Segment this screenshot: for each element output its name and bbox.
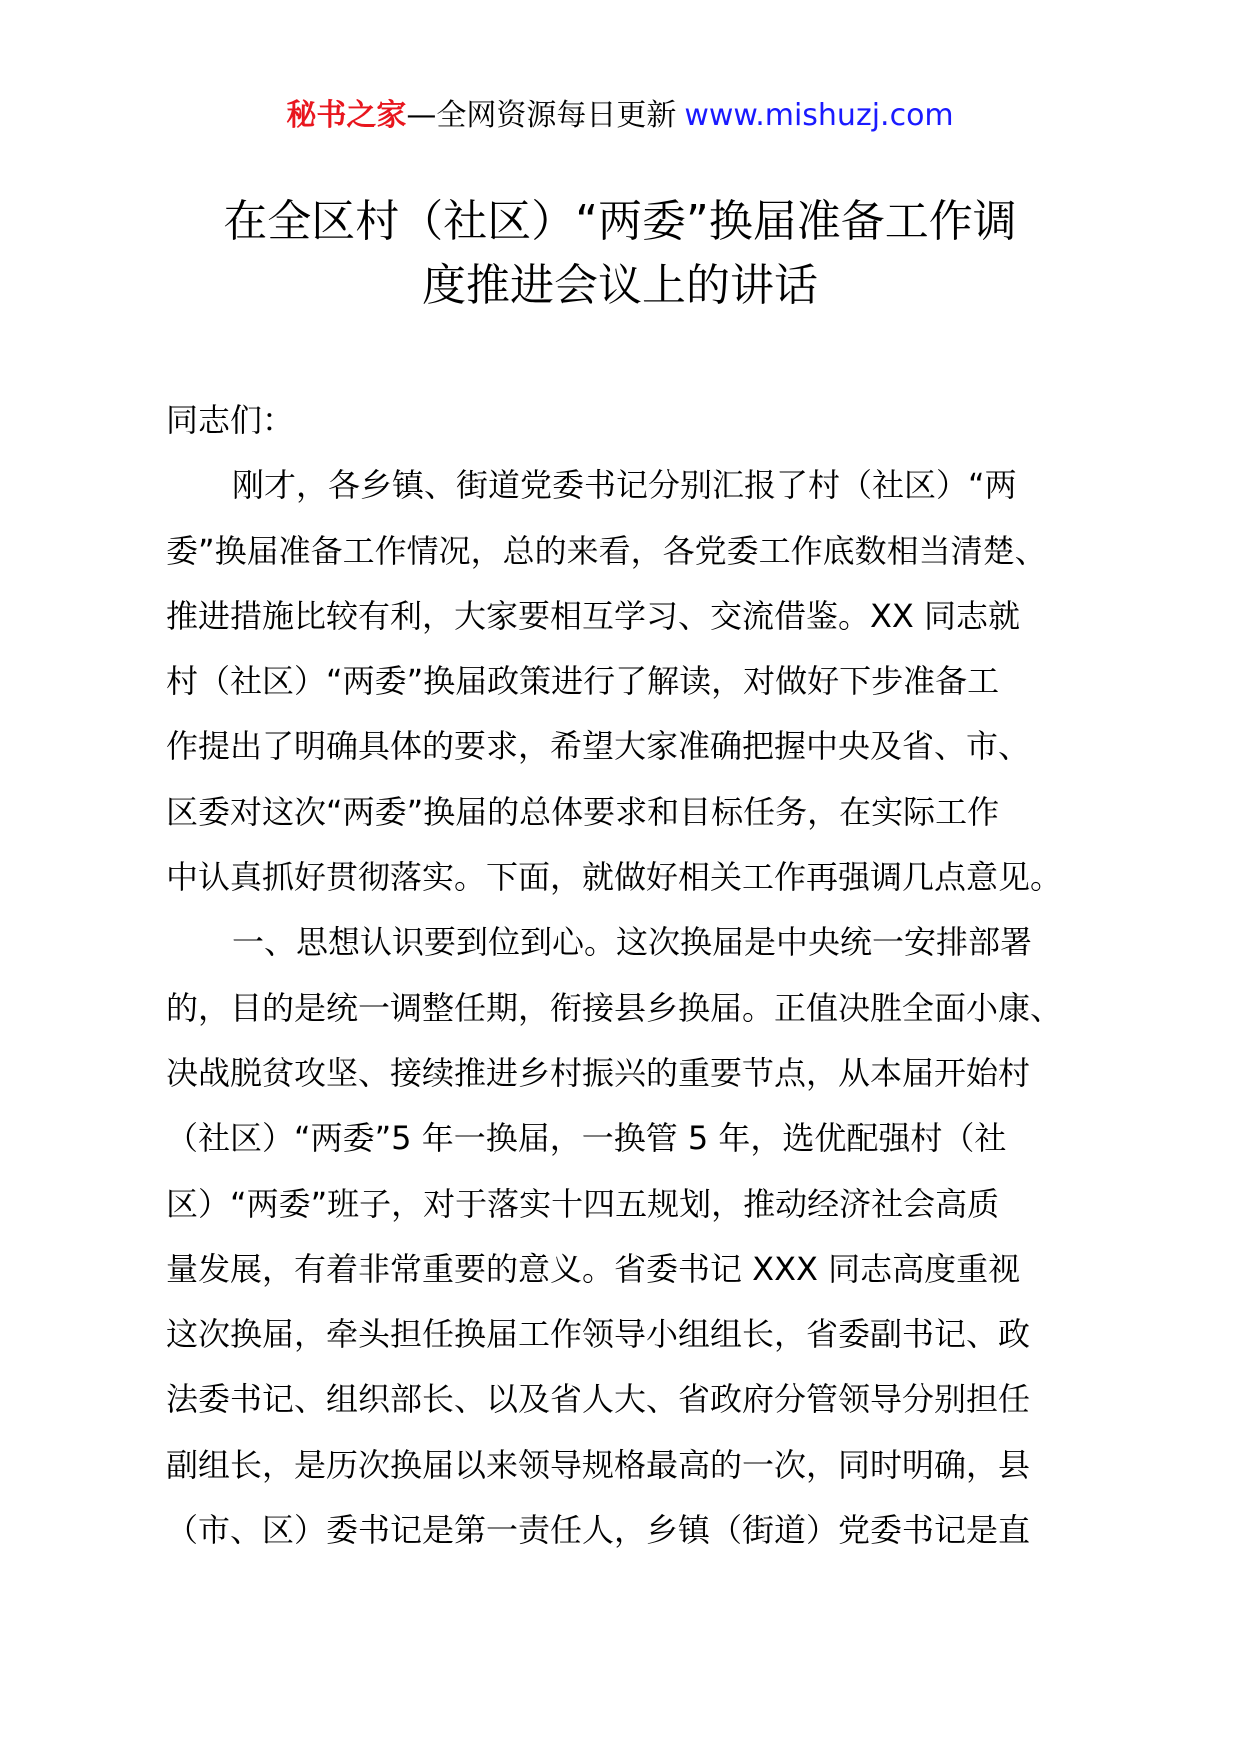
paragraph-line: 作提出了明确具体的要求，希望大家准确把握中央及省、市、 bbox=[166, 727, 1031, 766]
paragraph-line: 委”换届准备工作情况，总的来看，各党委工作底数相当清楚、 bbox=[166, 531, 1047, 570]
paragraph-line: 村（社区）“两委”换届政策进行了解读，对做好下步准备工 bbox=[166, 662, 1000, 701]
paragraph-line: 量发展，有着非常重要的意义。省委书记 XXX 同志高度重视 bbox=[166, 1249, 1021, 1288]
paragraph-line: 副组长，是历次换届以来领导规格最高的一次，同时明确，县 bbox=[166, 1445, 1031, 1484]
site-url: www.mishuzj.com bbox=[684, 98, 954, 133]
paragraph-line: 推进措施比较有利，大家要相互学习、交流借鉴。XX 同志就 bbox=[166, 596, 1021, 635]
document-title bbox=[150, 190, 1090, 318]
paragraph-line: 这次换届，牵头担任换届工作领导小组组长，省委副书记、政 bbox=[166, 1315, 1031, 1354]
title-line: 在全区村（社区）“两委”换届准备工作调 bbox=[223, 196, 1017, 247]
section-heading-line: 一、思想认识要到位到心。这次换届是中央统一安排部署 bbox=[232, 923, 1033, 962]
paragraph-line: 刚才，各乡镇、街道党委书记分别汇报了村（社区）“两 bbox=[232, 466, 1017, 505]
brand-name: 秘书之家 bbox=[286, 98, 407, 133]
paragraph-line: 区）“两委”班子，对于落实十四五规划，推动经济社会高质 bbox=[166, 1184, 1000, 1223]
paragraph-line: 的，目的是统一调整任期，衔接县乡换届。正值决胜全面小康、 bbox=[166, 988, 1063, 1027]
salutation-line: 同志们： bbox=[166, 401, 295, 439]
paragraph-line: （市、区）委书记是第一责任人，乡镇（街道）党委书记是直 bbox=[166, 1511, 1031, 1550]
paragraph-line: 决战脱贫攻坚、接续推进乡村振兴的重要节点，从本届开始村 bbox=[166, 1053, 1031, 1092]
site-watermark-header bbox=[0, 96, 1240, 136]
brand-tagline: —全网资源每日更新 bbox=[406, 98, 677, 133]
document-body bbox=[166, 388, 1096, 1563]
paragraph-line: 区委对这次“两委”换届的总体要求和目标任务，在实际工作 bbox=[166, 792, 1000, 831]
title-line: 度推进会议上的讲话 bbox=[422, 260, 818, 311]
paragraph-line: 中认真抓好贯彻落实。下面，就做好相关工作再强调几点意见。 bbox=[166, 858, 1063, 897]
paragraph-line: 法委书记、组织部长、以及省人大、省政府分管领导分别担任 bbox=[166, 1380, 1031, 1419]
paragraph-line: （社区）“两委”5 年一换届，一换管 5 年，选优配强村（社 bbox=[166, 1119, 1007, 1158]
